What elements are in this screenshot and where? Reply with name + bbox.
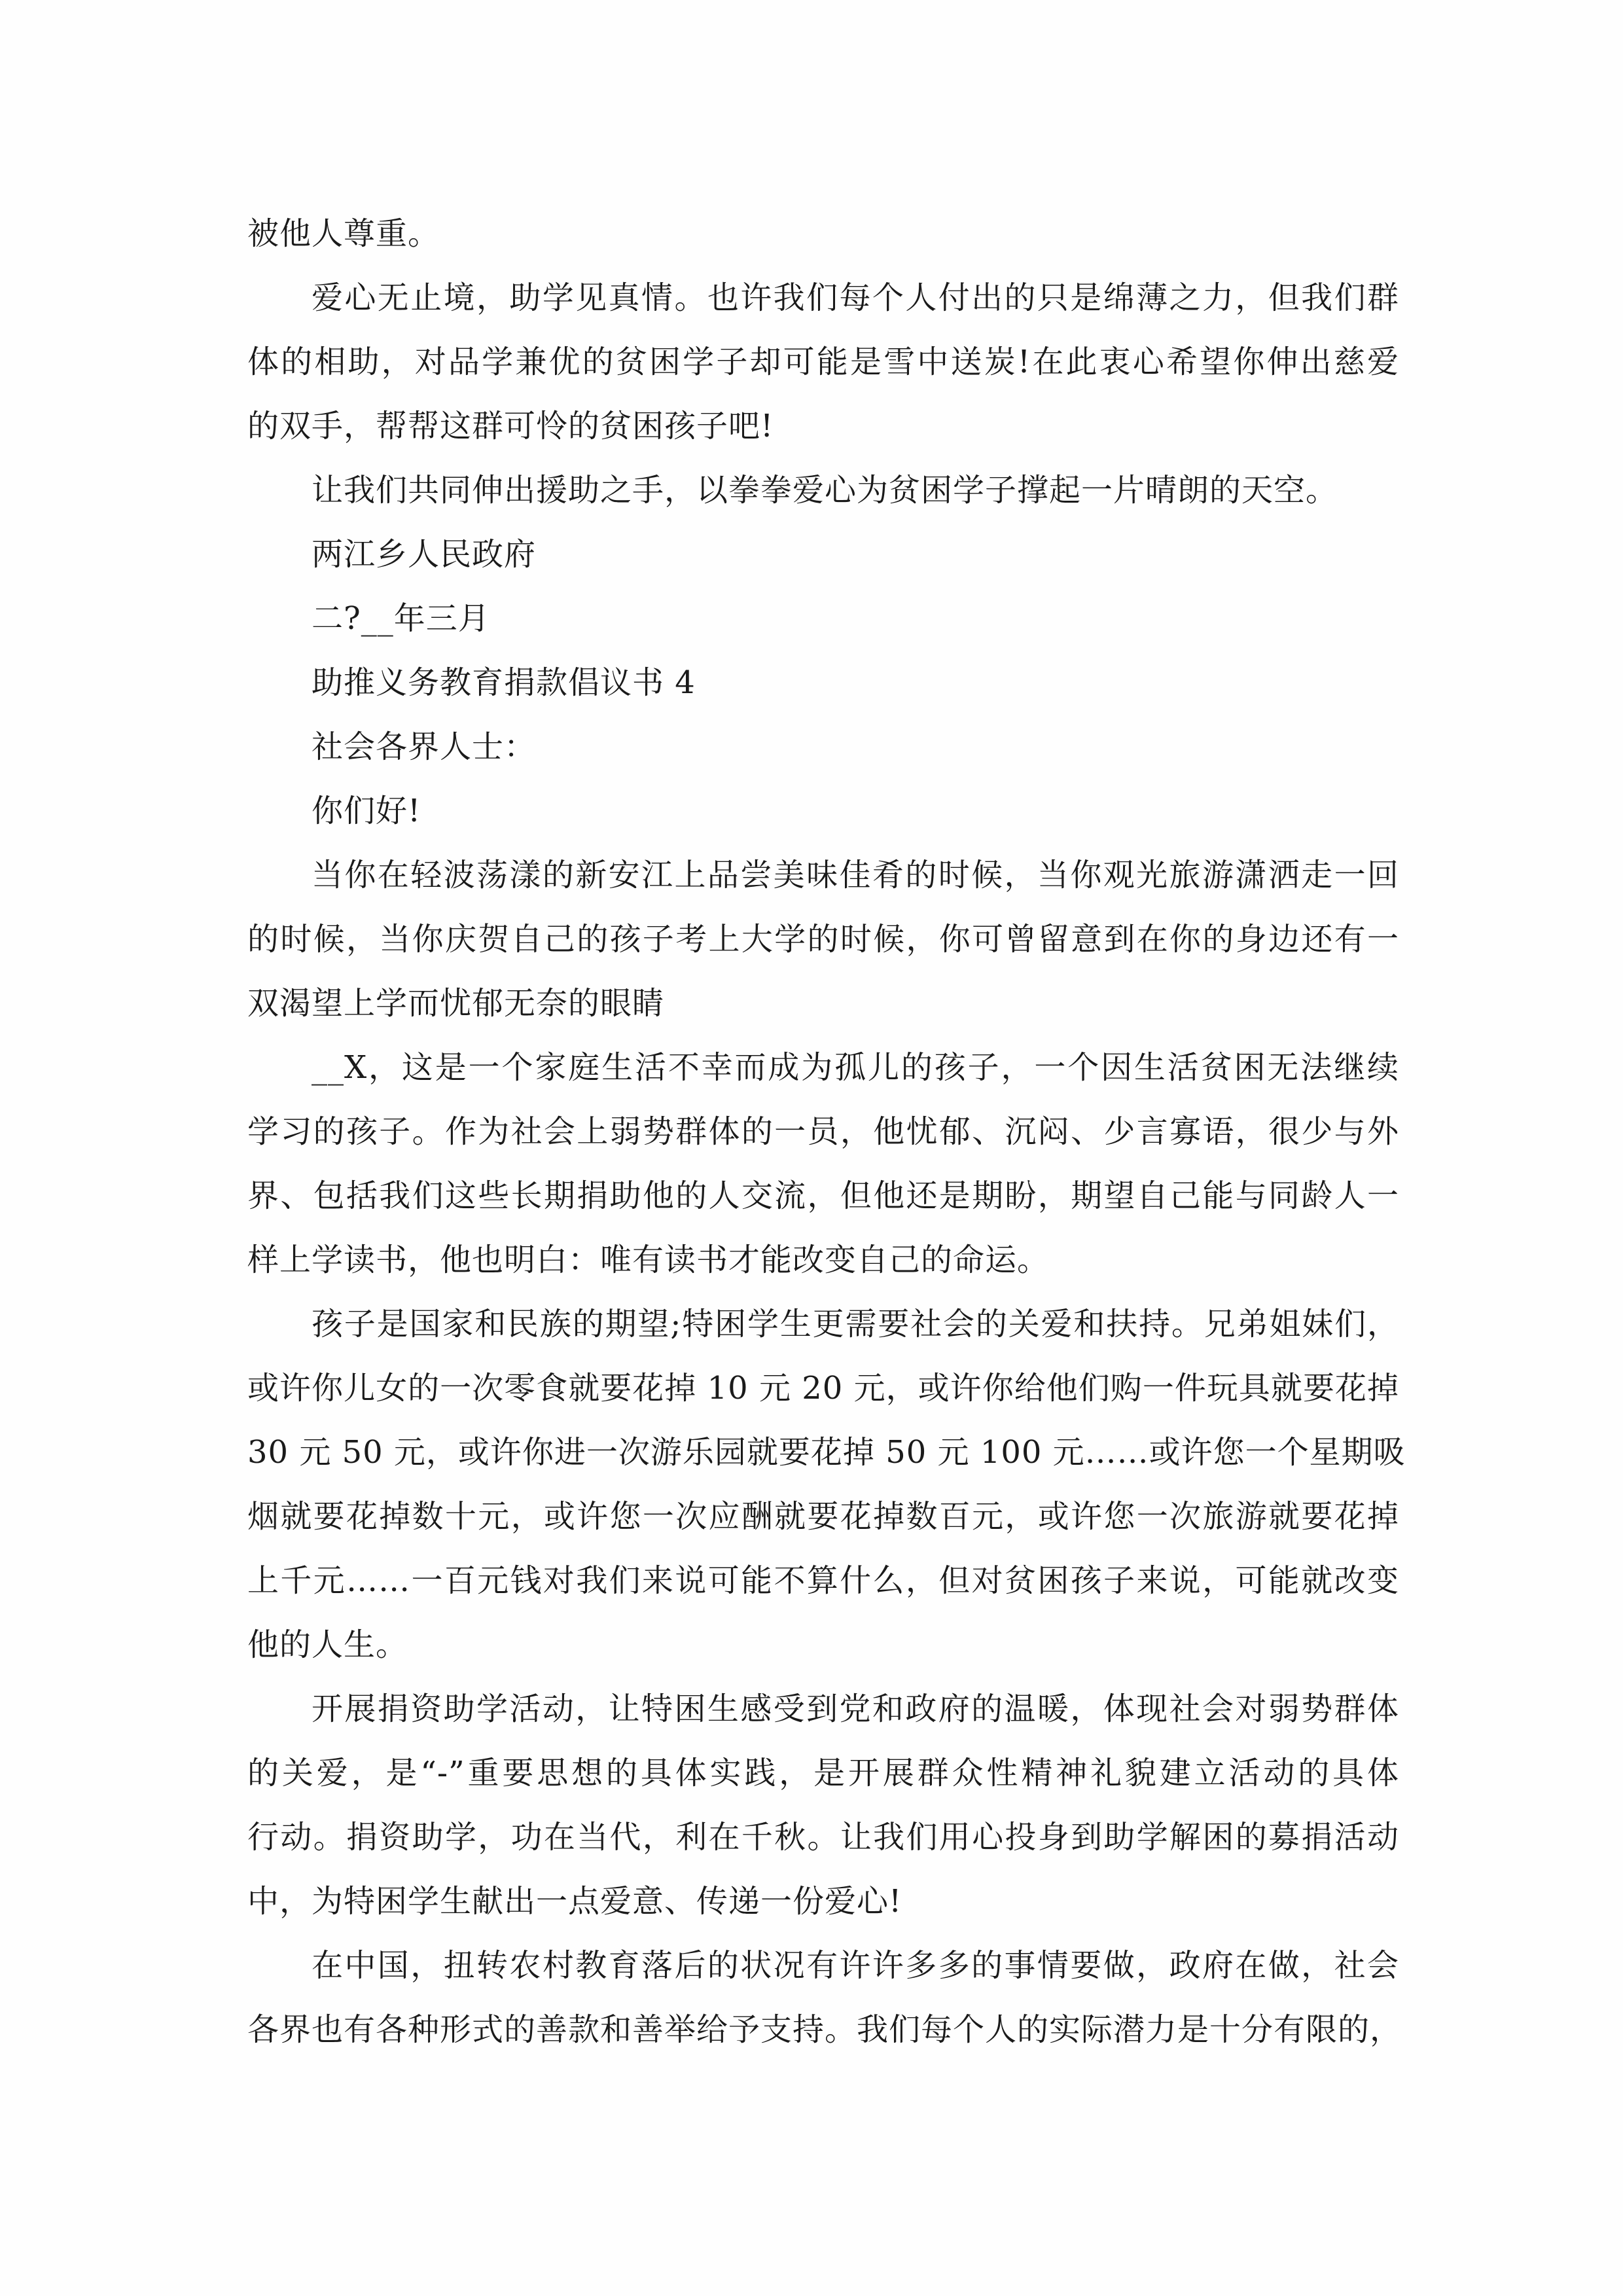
text-line: 你们好! xyxy=(312,793,421,829)
text-line: 两江乡人民政府 xyxy=(312,536,537,573)
text-line: 他的人生。 xyxy=(247,1626,408,1663)
text-line: 双渴望上学而忧郁无奈的眼睛 xyxy=(247,985,665,1022)
text-line: 上千元……一百元钱对我们来说可能不算什么，但对贫困孩子来说，可能就改变 xyxy=(247,1562,1399,1599)
text-line: 的时候，当你庆贺自己的孩子考上大学的时候，你可曾留意到在你的身边还有一 xyxy=(247,921,1399,958)
text-line: 烟就要花掉数十元，或许您一次应酬就要花掉数百元，或许您一次旅游就要花掉 xyxy=(247,1498,1399,1535)
text-line: 30 元 50 元，或许你进一次游乐园就要花掉 50 元 100 元……或许您一个星期吸 xyxy=(247,1434,1406,1471)
text-line: 助推义务教育捐款倡议书 4 xyxy=(312,664,696,701)
text-line: 行动。捐资助学，功在当代，利在千秋。让我们用心投身到助学解困的募捐活动 xyxy=(247,1819,1399,1856)
text-line: 开展捐资助学活动，让特困生感受到党和政府的温暖，体现社会对弱势群体 xyxy=(312,1691,1399,1727)
text-line: 二?__年三月 xyxy=(312,600,490,637)
text-line: 社会各界人士： xyxy=(312,728,537,765)
document-body xyxy=(247,202,1406,2062)
text-line: 界、包括我们这些长期捐助他的人交流，但他还是期盼，期望自己能与同龄人一 xyxy=(247,1177,1399,1214)
text-line: 的双手，帮帮这群可怜的贫困孩子吧! xyxy=(247,408,774,444)
text-line: 体的相助，对品学兼优的贫困学子却可能是雪中送炭!在此衷心希望你伸出慈爱 xyxy=(247,344,1399,380)
text-line: 学习的孩子。作为社会上弱势群体的一员，他忧郁、沉闷、少言寡语，很少与外 xyxy=(247,1113,1399,1150)
text-line: 在中国，扭转农村教育落后的状况有许许多多的事情要做，政府在做，社会 xyxy=(312,1947,1399,1984)
text-line: 爱心无止境，助学见真情。也许我们每个人付出的只是绵薄之力，但我们群 xyxy=(312,279,1399,316)
text-line: 孩子是国家和民族的期望;特困学生更需要社会的关爱和扶持。兄弟姐妹们， xyxy=(312,1306,1399,1342)
text-line: 让我们共同伸出援助之手，以拳拳爱心为贫困学子撑起一片晴朗的天空。 xyxy=(312,472,1338,509)
text-line: __X，这是一个家庭生活不幸而成为孤儿的孩子，一个因生活贫困无法继续 xyxy=(312,1049,1399,1086)
text-line: 当你在轻波荡漾的新安江上品尝美味佳肴的时候，当你观光旅游潇洒走一回 xyxy=(312,857,1399,893)
text-line: 或许你儿女的一次零食就要花掉 10 元 20 元，或许你给他们购一件玩具就要花掉 xyxy=(247,1370,1399,1407)
text-line: 各界也有各种形式的善款和善举给予支持。我们每个人的实际潜力是十分有限的， xyxy=(247,2011,1402,2048)
text-line: 的关爱，是“-”重要思想的具体实践，是开展群众性精神礼貌建立活动的具体 xyxy=(247,1755,1399,1791)
text-line: 被他人尊重。 xyxy=(247,215,440,252)
text-line: 样上学读书，他也明白：唯有读书才能改变自己的命运。 xyxy=(247,1242,1050,1278)
text-line: 中，为特困学生献出一点爱意、传递一份爱心! xyxy=(247,1883,902,1920)
